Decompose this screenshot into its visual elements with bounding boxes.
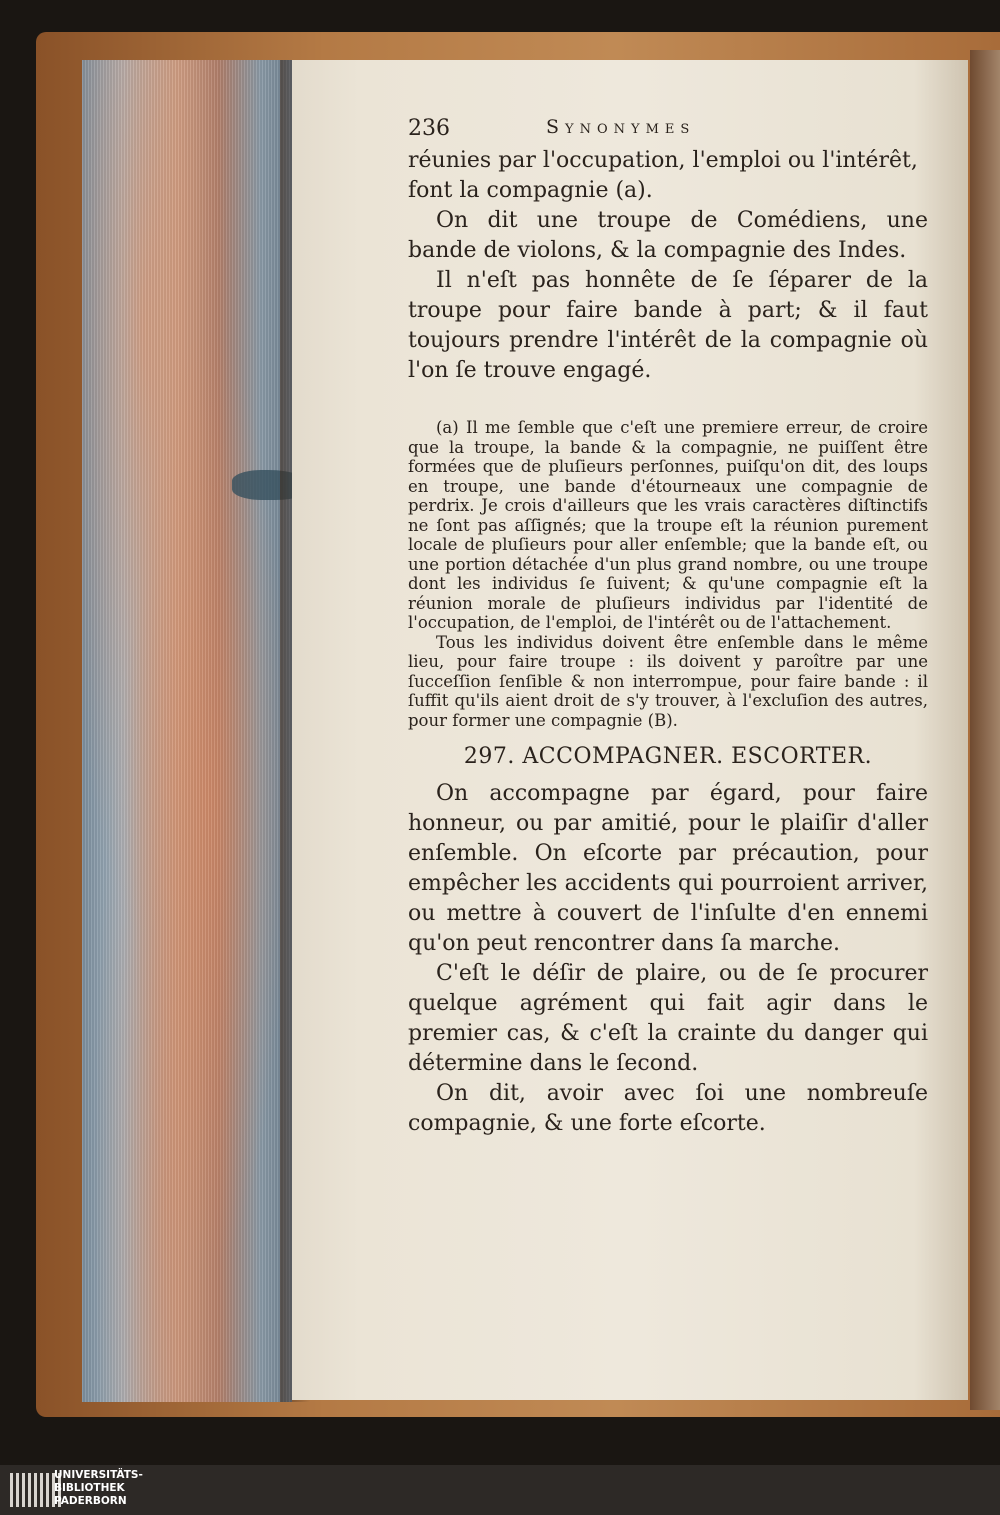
page-number: 236 <box>408 116 450 141</box>
body-paragraph: Il n'eſt pas honnête de ſe ſéparer de la troupe pour faire bande à part; & il faut toujours prendre l'intérêt de la compagnie où l'on ſe trouve engagé. <box>408 268 928 383</box>
running-head: Synonymes <box>546 116 696 138</box>
book-page <box>292 60 968 1400</box>
library-name-line: PADERBORN <box>54 1495 127 1507</box>
library-name <box>54 1469 143 1508</box>
section-paragraph: On accompagne par égard, pour faire honneur, ou par amitié, pour le plaiſir d'aller enſemble. On eſcorte par précaution, pour empêcher les accidents qui pourroient arriver, ou mettre à couvert de l'inſulte d'en ennemi qu'on peut rencontrer dans ſa marche. <box>408 781 928 956</box>
body-line: font la compagnie (a). <box>408 178 653 203</box>
body-paragraph: On dit une troupe de Comédiens, une bande de violons, & la compagnie des Indes. <box>408 208 928 263</box>
page-header <box>408 114 928 146</box>
section-heading: 297. ACCOMPAGNER. ESCORTER. <box>463 744 873 769</box>
section-paragraph: C'eſt le déſir de plaire, ou de ſe procurer quelque agrément qui fait agir dans le premier cas, & c'eſt la crainte du danger qui détermine dans le ſecond. <box>408 961 928 1076</box>
facing-page-edge <box>970 50 1000 1410</box>
body-line: réunies par l'occupation, l'emploi ou l'intérêt, <box>408 148 918 173</box>
footnote-paragraph: Tous les individus doivent être enſemble dans le même lieu, pour faire troupe : ils doivent y paroître par une ſucceſſion ſenſible & non interrompue, pour faire bande : il ſuffit qu'ils aient droit de s'y trouver, à l'excluſion des autres, pour former une compagnie (B). <box>408 632 928 730</box>
library-name-line: BIBLIOTHEK <box>54 1482 125 1494</box>
marbled-page-edges <box>82 60 292 1402</box>
section-paragraph: On dit, avoir avec ſoi une nombreuſe compagnie, & une forte eſcorte. <box>408 1081 928 1136</box>
library-name-line: UNIVERSITÄTS- <box>54 1469 143 1481</box>
text-block <box>408 114 928 1139</box>
footnote <box>408 418 928 730</box>
footnote-paragraph: (a) Il me ſemble que c'eſt une premiere erreur, de croire que la troupe, la bande & la compagnie, ne puiſſent être formées que de pluſieurs perſonnes, puiſqu'on dit, des loups en troupe, une bande d'étourneaux une compagnie de perdrix. Je crois d'ailleurs que les vrais caractères diſtinctifs ne ſont pas aſſignés; que la troupe eſt la réunion purement locale de pluſieurs pour aller enſemble; que la bande eſt, ou une portion détachée d'un plus grand nombre, ou une troupe dont les individus ſe ſuivent; & qu'une compagnie eſt la réunion morale de pluſieurs individus par l'identité de l'occupation, de l'emploi, de l'intérêt ou de l'attachement. <box>408 418 928 632</box>
library-footer <box>0 1465 1000 1515</box>
